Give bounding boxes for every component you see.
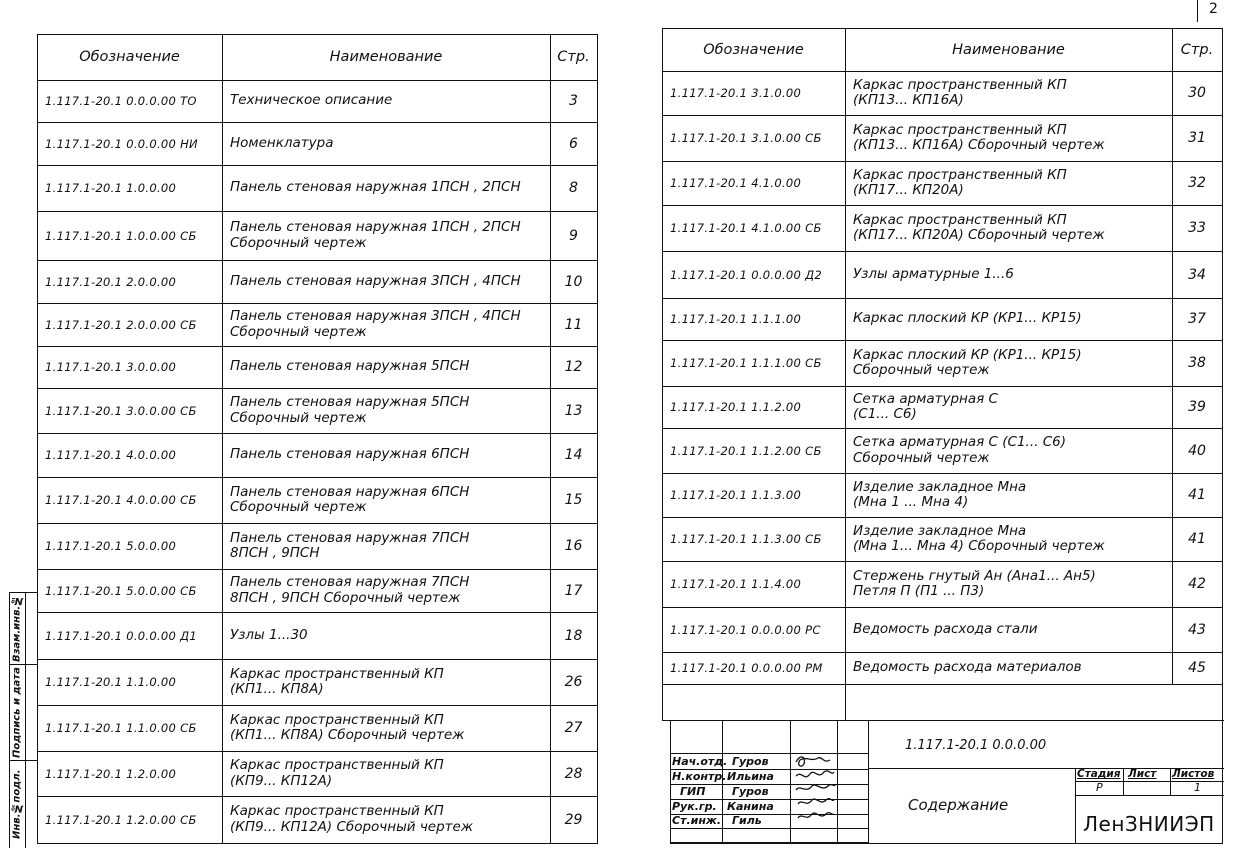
name-head-of-dept: Гуров <box>732 755 769 768</box>
right-row-page: 41 <box>1188 487 1206 503</box>
left-row-name: Каркас пространственный КП (КП9... КП12А) <box>230 757 444 789</box>
sheets-label: Листов <box>1172 768 1215 780</box>
right-row-name: Сетка арматурная С (С1... С6) <box>853 390 998 422</box>
left-row-page: 8 <box>569 180 578 196</box>
left-row-name: Панель стеновая наружная 1ПСН , 2ПСН <box>230 179 521 196</box>
left-row-page: 15 <box>564 492 583 508</box>
right-row-page: 31 <box>1188 130 1206 146</box>
side-label-signature-date: Подпись и дата <box>11 667 23 758</box>
right-row-name: Стержень гнутый Ан (Ана1... Ан5) Петля П (П1 ... П3) <box>853 567 1096 599</box>
right-row-name: Ведомость расхода материалов <box>853 659 1082 676</box>
left-row-name: Техническое описание <box>230 92 393 109</box>
role-group-leader: Рук.гр. <box>672 800 717 813</box>
left-row-name: Панель стеновая наружная 7ПСН 8ПСН , 9ПСН Сборочный чертеж <box>230 574 470 606</box>
right-row-name: Изделие закладное Мна (Мна 1... Мна 4) Сборочный чертеж <box>853 522 1105 554</box>
left-row-code: 1.117.1-20.1 1.2.0.00 <box>45 766 177 781</box>
left-row-name: Каркас пространственный КП (КП9... КП12А) Сборочный чертеж <box>230 803 474 835</box>
left-row-name: Панель стеновая наружная 3ПСН , 4ПСН Сборочный чертеж <box>230 308 521 340</box>
left-row-page: 18 <box>564 627 583 644</box>
left-row-page: 3 <box>569 93 578 109</box>
right-row-code: 1.117.1-20.1 1.1.3.00 СБ <box>670 532 822 546</box>
side-label-inventory: Инв.№подл. <box>11 769 23 839</box>
left-row-code: 1.117.1-20.1 2.0.0.00 <box>45 274 177 289</box>
left-row-name: Панель стеновая наружная 6ПСН Сборочный чертеж <box>230 483 470 515</box>
stage-value: Р <box>1096 781 1103 794</box>
sheets-value: 1 <box>1194 781 1201 794</box>
left-header-name: Наименование <box>329 49 443 65</box>
right-row-page: 43 <box>1188 621 1206 638</box>
right-row-code: 1.117.1-20.1 4.1.0.00 <box>670 176 802 190</box>
left-row-name: Панель стеновая наружная 5ПСН Сборочный чертеж <box>230 394 470 426</box>
left-row-page: 16 <box>564 538 583 554</box>
right-row-name: Каркас плоский КР (КР1... КР15) <box>853 310 1082 327</box>
left-header-page: Стр. <box>557 49 590 65</box>
left-row-code: 1.117.1-20.1 0.0.0.00 Д1 <box>45 628 198 643</box>
right-row-page: 30 <box>1188 85 1206 101</box>
sheet-number-divider <box>1197 0 1198 22</box>
side-label-replacement: Взам.инв.№ <box>11 594 23 663</box>
right-row-code: 1.117.1-20.1 3.1.0.00 СБ <box>670 131 822 145</box>
right-row-code: 1.117.1-20.1 0.0.0.00 РС <box>670 622 821 637</box>
right-row-name: Каркас пространственный КП (КП13... КП16А) Сборочный чертеж <box>853 121 1105 153</box>
left-row-name: Панель стеновая наружная 5ПСН <box>230 358 470 375</box>
role-chief-engineer: ГИП <box>680 785 706 798</box>
left-row-code: 1.117.1-20.1 1.0.0.00 <box>45 181 177 195</box>
left-row-page: 12 <box>564 359 583 375</box>
right-row-page: 33 <box>1188 220 1206 236</box>
left-row-code: 1.117.1-20.1 0.0.0.00 НИ <box>45 136 198 151</box>
left-row-code: 1.117.1-20.1 2.0.0.00 СБ <box>45 317 197 332</box>
right-row-name: Каркас пространственный КП (КП17... КП20А) <box>853 166 1067 198</box>
left-row-name: Панель стеновая наружная 1ПСН , 2ПСН Сборочный чертеж <box>230 219 521 251</box>
left-row-page: 17 <box>564 582 583 599</box>
name-group-leader: Канина <box>727 800 774 813</box>
name-norm-control: Ильина <box>727 770 774 783</box>
left-row-code: 1.117.1-20.1 4.0.0.00 <box>45 448 177 462</box>
right-row-name: Ведомость расхода стали <box>853 620 1038 637</box>
left-row-name: Каркас пространственный КП (КП1... КП8А) Сборочный чертеж <box>230 711 465 743</box>
left-row-page: 29 <box>564 811 583 828</box>
name-senior-engineer: Гиль <box>732 814 762 827</box>
left-row-name: Панель стеновая наружная 3ПСН , 4ПСН <box>230 272 521 289</box>
left-row-code: 1.117.1-20.1 1.0.0.00 СБ <box>45 228 197 243</box>
left-row-code: 1.117.1-20.1 1.1.0.00 СБ <box>45 721 197 735</box>
right-header-page: Стр. <box>1180 41 1214 58</box>
left-row-name: Панель стеновая наружная 7ПСН 8ПСН , 9ПСН <box>230 529 470 561</box>
document-code: 1.117.1-20.1 0.0.0.00 <box>905 738 1047 753</box>
left-row-code: 1.117.1-20.1 3.0.0.00 СБ <box>45 403 197 418</box>
left-row-code: 1.117.1-20.1 0.0.0.00 ТО <box>45 94 197 108</box>
right-row-page: 41 <box>1188 531 1206 547</box>
role-head-of-dept: Нач.отд. <box>672 755 728 768</box>
right-row-name: Каркас плоский КР (КР1... КР15) Сборочный чертеж <box>853 346 1082 378</box>
left-row-code: 1.117.1-20.1 1.2.0.00 СБ <box>45 812 197 827</box>
right-row-name: Каркас пространственный КП (КП13... КП16А) <box>853 76 1067 108</box>
right-row-page: 40 <box>1188 442 1206 459</box>
document-title: Содержание <box>908 796 1009 814</box>
left-row-page: 26 <box>564 674 583 690</box>
stage-label: Стадия <box>1077 768 1121 780</box>
right-row-code: 1.117.1-20.1 4.1.0.00 СБ <box>670 221 822 235</box>
right-row-code: 1.117.1-20.1 1.1.1.00 СБ <box>670 356 822 370</box>
left-row-name: Панель стеновая наружная 6ПСН <box>230 446 470 463</box>
role-norm-control: Н.контр. <box>672 770 727 783</box>
left-row-page: 10 <box>564 273 583 290</box>
left-row-name: Номенклатура <box>230 134 334 151</box>
left-row-page: 14 <box>564 447 583 463</box>
left-row-page: 9 <box>569 227 578 244</box>
right-header-code: Обозначение <box>703 41 804 58</box>
left-row-name: Узлы 1...30 <box>230 626 308 643</box>
right-row-page: 37 <box>1188 311 1206 327</box>
right-row-code: 1.117.1-20.1 0.0.0.00 РМ <box>670 661 823 675</box>
sheet-label: Лист <box>1128 768 1157 780</box>
right-row-page: 45 <box>1188 660 1206 676</box>
left-row-code: 1.117.1-20.1 4.0.0.00 СБ <box>45 493 197 507</box>
right-row-name: Изделие закладное Мна (Мна 1 ... Мна 4) <box>853 478 1027 510</box>
right-row-page: 34 <box>1188 266 1206 283</box>
left-row-code: 1.117.1-20.1 1.1.0.00 <box>45 675 177 689</box>
left-row-name: Каркас пространственный КП (КП1... КП8А) <box>230 665 444 697</box>
left-row-code: 1.117.1-20.1 3.0.0.00 <box>45 360 177 374</box>
left-row-page: 6 <box>569 135 578 152</box>
left-row-page: 13 <box>564 402 583 419</box>
left-row-page: 11 <box>564 316 583 333</box>
right-row-name: Сетка арматурная С (С1... С6) Сборочный чертеж <box>853 434 1066 466</box>
right-row-page: 38 <box>1188 355 1206 371</box>
right-row-page: 42 <box>1188 576 1206 592</box>
left-row-page: 28 <box>564 765 583 782</box>
right-row-code: 1.117.1-20.1 1.1.3.00 <box>670 488 802 502</box>
left-header-code: Обозначение <box>79 49 180 65</box>
organization-name: ЛенЗНИИЭП <box>1083 812 1215 836</box>
right-row-code: 1.117.1-20.1 1.1.2.00 СБ <box>670 443 822 458</box>
right-row-page: 39 <box>1188 399 1206 415</box>
right-row-code: 1.117.1-20.1 3.1.0.00 <box>670 86 802 100</box>
right-row-code: 1.117.1-20.1 1.1.1.00 <box>670 312 802 326</box>
right-row-name: Узлы арматурные 1...6 <box>853 265 1014 282</box>
right-row-page: 32 <box>1188 175 1206 191</box>
name-chief-engineer: Гуров <box>732 785 769 798</box>
right-row-code: 1.117.1-20.1 1.1.4.00 <box>670 577 802 591</box>
left-row-page: 27 <box>564 720 583 736</box>
left-row-code: 1.117.1-20.1 5.0.0.00 <box>45 539 177 553</box>
right-row-code: 1.117.1-20.1 1.1.2.00 <box>670 400 802 414</box>
role-senior-engineer: Ст.инж. <box>672 814 722 827</box>
signatures-image <box>792 752 838 842</box>
right-row-name: Каркас пространственный КП (КП17... КП20А) Сборочный чертеж <box>853 211 1105 243</box>
right-header-name: Наименование <box>952 41 1065 58</box>
left-row-code: 1.117.1-20.1 5.0.0.00 СБ <box>45 583 197 598</box>
sheet-number: 2 <box>1209 1 1218 17</box>
right-row-code: 1.117.1-20.1 0.0.0.00 Д2 <box>670 267 823 282</box>
